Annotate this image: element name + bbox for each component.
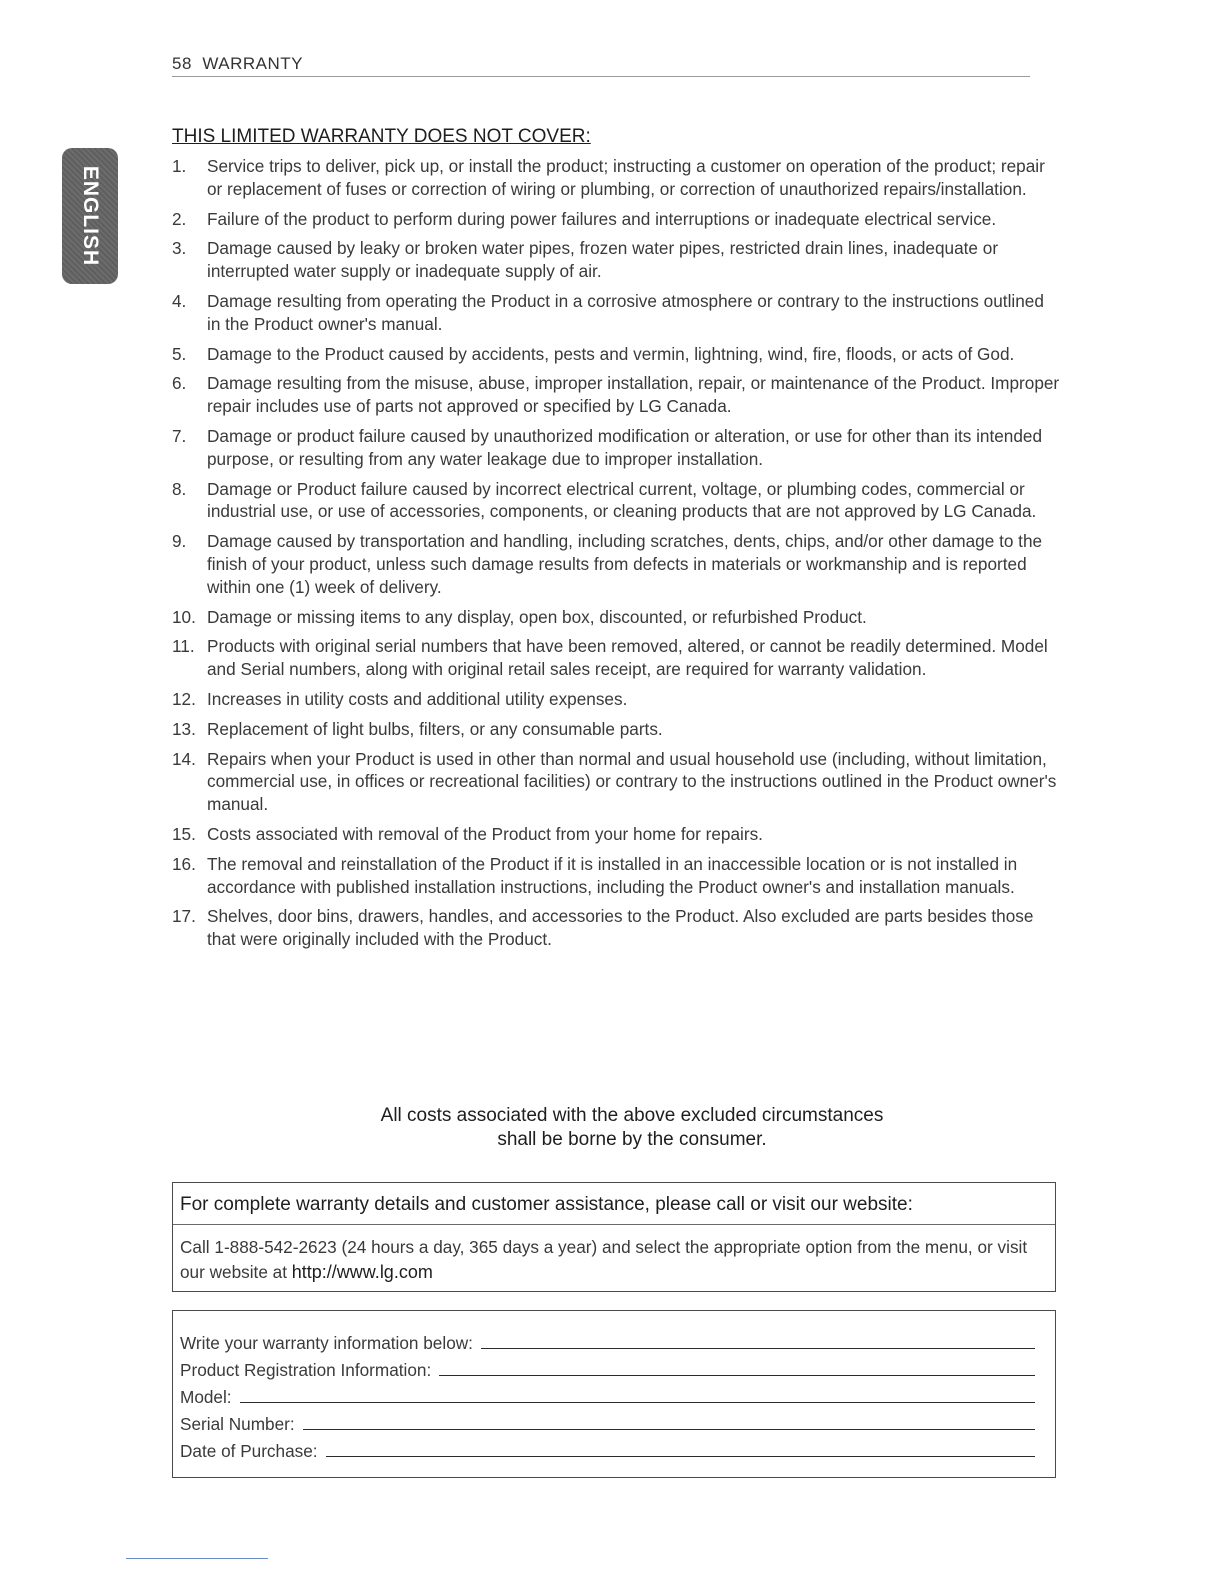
item-number: 4. [172, 290, 187, 311]
item-number: 15. [172, 823, 196, 844]
list-item [172, 823, 1060, 846]
item-text: Damage to the Product caused by accidents, pests and vermin, lightning, wind, fire, floods, or acts of God. [207, 343, 1015, 364]
item-number: 12. [172, 688, 196, 709]
record-row [180, 1435, 1035, 1462]
list-item [172, 748, 1060, 816]
item-number: 8. [172, 478, 187, 499]
item-text: Service trips to deliver, pick up, or install the product; instructing a customer on operation of the product; repair or replacement of fuses or correction of wiring or plumbing, or correction of unauthorized repairs/installation. [207, 156, 1045, 199]
serial-number-label: Serial Number: [180, 1414, 295, 1434]
language-tab [62, 148, 118, 284]
item-number: 6. [172, 373, 187, 394]
warranty-info-line [481, 1348, 1035, 1349]
warranty-info-label: Write your warranty information below: [180, 1333, 473, 1353]
item-number: 3. [172, 238, 187, 259]
purchase-date-line [326, 1456, 1035, 1457]
item-text: Damage or Product failure caused by incorrect electrical current, voltage, or plumbing codes, commercial or industrial use, or use of accessories, components, or cleaning products that are not approved by LG Canada. [207, 478, 1037, 522]
language-tab-label: ENGLISH [79, 165, 102, 267]
item-text: Failure of the product to perform during power failures and interruptions or inadequate electrical service. [207, 208, 997, 229]
item-text: Replacement of light bulbs, filters, or any consumable parts. [207, 718, 663, 739]
item-text: The removal and reinstallation of the Product if it is installed in an inaccessible location or is not installed in accordance with published installation instructions, including the Product owner's and installation manuals. [207, 853, 1018, 897]
warranty-record-box [172, 1310, 1056, 1478]
list-item [172, 853, 1060, 899]
list-item [172, 425, 1060, 471]
consumer-cost-notice [172, 1104, 1092, 1152]
contact-box [172, 1182, 1056, 1292]
registration-line [439, 1375, 1035, 1376]
item-number: 13. [172, 718, 196, 739]
item-text: Products with original serial numbers that have been removed, altered, or cannot be readily determined. Model and Serial numbers, along with original retail sales receipt, are required for warranty validation. [207, 636, 1048, 680]
item-number: 11. [172, 636, 195, 657]
item-number: 9. [172, 531, 187, 552]
contact-body [173, 1225, 1055, 1285]
item-number: 1. [172, 156, 187, 176]
list-item [172, 530, 1060, 598]
list-item [172, 905, 1060, 951]
registration-label: Product Registration Information: [180, 1360, 432, 1380]
list-item [172, 635, 1060, 681]
exclusions-list [172, 155, 1060, 958]
item-text: Damage resulting from the misuse, abuse, improper installation, repair, or maintenance of the Product. Improper repair includes use of parts not approved or specified by LG Canada. [207, 373, 1060, 417]
model-line [240, 1402, 1035, 1403]
notice-line-1: All costs associated with the above excluded circumstances [380, 1105, 884, 1126]
list-item [172, 718, 1060, 741]
page-header [172, 54, 1030, 77]
purchase-date-label: Date of Purchase: [180, 1441, 318, 1461]
record-row [180, 1381, 1035, 1408]
section-title: WARRANTY [202, 54, 304, 73]
item-text: Damage or missing items to any display, open box, discounted, or refurbished Product. [207, 606, 867, 627]
item-number: 5. [172, 343, 187, 364]
item-number: 7. [172, 425, 187, 446]
item-number: 14. [172, 748, 196, 769]
notice-line-2: shall be borne by the consumer. [497, 1129, 767, 1150]
item-number: 2. [172, 208, 187, 229]
list-item [172, 688, 1060, 711]
item-number: 10. [172, 606, 196, 627]
list-item [172, 237, 1060, 283]
list-item [172, 606, 1060, 629]
exclusions-heading: THIS LIMITED WARRANTY DOES NOT COVER: [172, 126, 591, 147]
record-row [180, 1327, 1035, 1354]
record-row [180, 1408, 1035, 1435]
list-item [172, 155, 1060, 201]
item-text: Increases in utility costs and additional utility expenses. [207, 688, 628, 709]
footer-rule [126, 1558, 268, 1559]
item-number: 17. [172, 906, 196, 927]
record-row [180, 1354, 1035, 1381]
list-item [172, 343, 1060, 366]
item-text: Damage caused by transportation and handling, including scratches, dents, chips, and/or other damage to the finish of your product, unless such damage results from defects in materials or workmanship and is reported within one (1) week of delivery. [207, 531, 1043, 597]
item-text: Damage or product failure caused by unauthorized modification or alteration, or use for other than its intended purpose, or resulting from any water leakage due to improper installation. [207, 425, 1043, 469]
page-number: 58 [172, 54, 192, 73]
item-text: Costs associated with removal of the Product from your home for repairs. [207, 823, 763, 844]
item-text: Shelves, door bins, drawers, handles, and accessories to the Product. Also excluded are parts besides those that were originally included with the Product. [207, 906, 1034, 950]
contact-text: Call 1-888-542-2623 (24 hours a day, 365 days a year) and select the appropriate option from the menu, or visit our website at [180, 1237, 1028, 1282]
model-label: Model: [180, 1387, 232, 1407]
website-link[interactable]: http://www.lg.com [291, 1262, 433, 1282]
contact-title: For complete warranty details and customer assistance, please call or visit our website: [173, 1183, 1055, 1225]
list-item [172, 372, 1060, 418]
list-item [172, 208, 1060, 231]
item-number: 16. [172, 853, 196, 874]
list-item [172, 478, 1060, 524]
item-text: Repairs when your Product is used in other than normal and usual household use (including, without limitation, commercial use, in offices or recreational facilities) or contrary to the instructions outlined in the Product owner's manual. [207, 748, 1057, 815]
item-text: Damage caused by leaky or broken water pipes, frozen water pipes, restricted drain lines, inadequate or interrupted water supply or inadequate supply of air. [207, 238, 999, 282]
serial-number-line [303, 1429, 1035, 1430]
item-text: Damage resulting from operating the Product in a corrosive atmosphere or contrary to the instructions outlined in the Product owner's manual. [207, 290, 1044, 334]
list-item [172, 290, 1060, 336]
